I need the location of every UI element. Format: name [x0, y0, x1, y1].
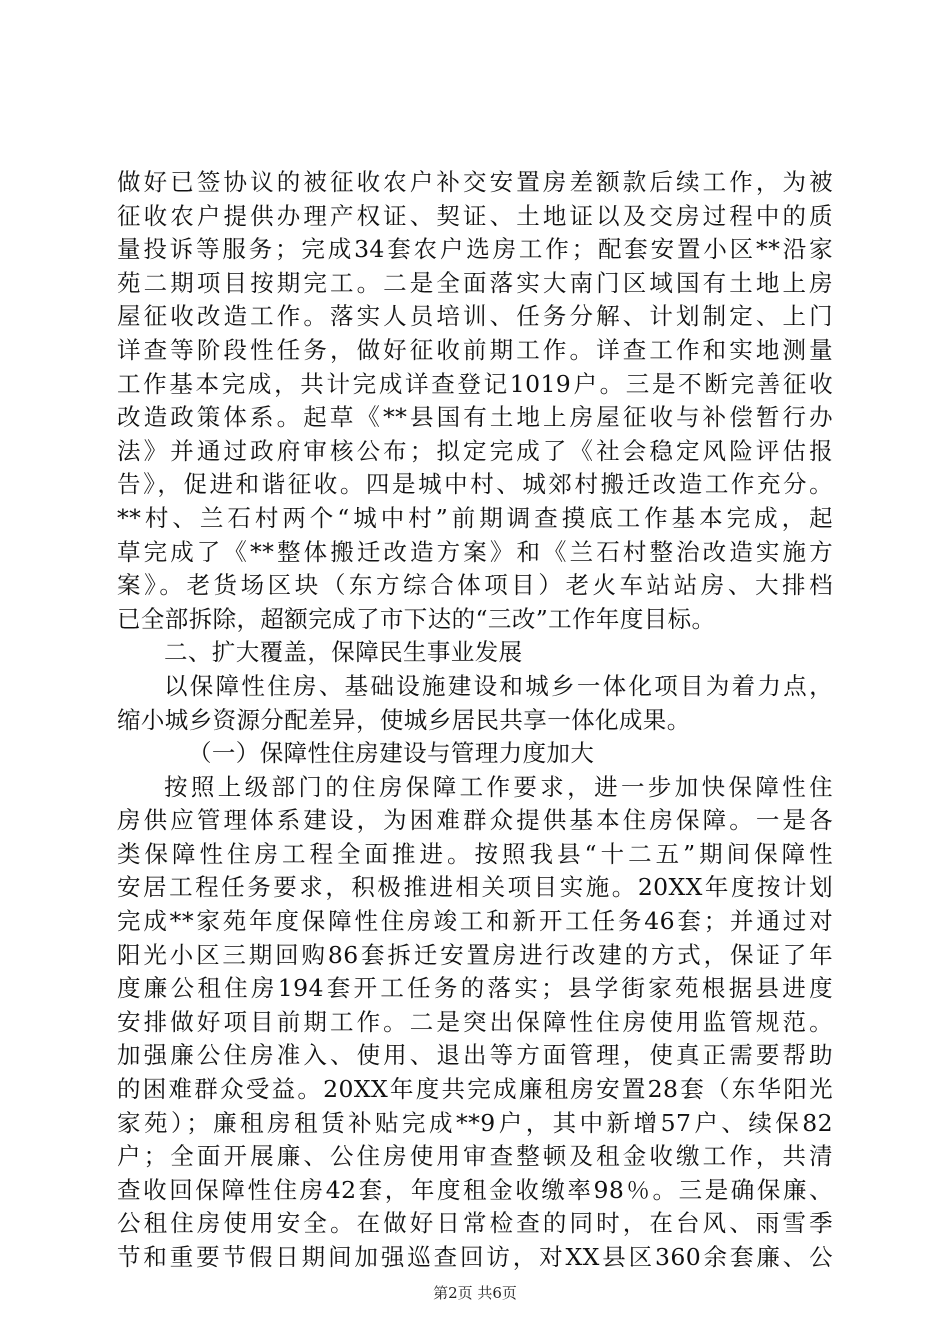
- text-line: 苑二期项目按期完工。二是全面落实大南门区域国有土地上房: [117, 268, 833, 297]
- text-line: 屋征收改造工作。落实人员培训、任务分解、计划制定、上门: [117, 302, 833, 331]
- text-line: 的困难群众受益。20XX年度共完成廉租房安置28套（东华阳光: [117, 1075, 833, 1104]
- text-line: 量投诉等服务；完成34套农户选房工作；配套安置小区**沿家: [117, 235, 833, 264]
- text-line: 改造政策体系。起草《**县国有土地上房屋征收与补偿暂行办: [117, 403, 833, 432]
- text-line: 安排做好项目前期工作。二是突出保障性住房使用监管规范。: [117, 1007, 833, 1036]
- text-line: **村、兰石村两个“城中村”前期调查摸底工作基本完成，起: [117, 503, 833, 532]
- text-line: （一）保障性住房建设与管理力度加大: [188, 739, 595, 768]
- page-footer: 第2页 共6页: [433, 1284, 517, 1302]
- text-line: 公租住房使用安全。在做好日常检查的同时，在台风、雨雪季: [117, 1209, 833, 1238]
- text-line: 查收回保障性住房42套，年度租金收缴率98％。三是确保廉、: [117, 1175, 833, 1204]
- text-line: 阳光小区三期回购86套拆迁安置房进行改建的方式，保证了年: [117, 940, 833, 969]
- text-line: 类保障性住房工程全面推进。按照我县“十二五”期间保障性: [117, 839, 833, 868]
- text-line: 做好已签协议的被征收农户补交安置房差额款后续工作，为被: [117, 168, 833, 196]
- text-line: 按照上级部门的住房保障工作要求，进一步加快保障性住: [164, 772, 833, 801]
- text-line: 节和重要节假日期间加强巡查回访，对XX县区360余套廉、公: [117, 1243, 833, 1271]
- text-line: 家苑）；廉租房租赁补贴完成**9户，其中新增57户、续保82: [117, 1108, 833, 1137]
- text-line: 详查等阶段性任务，做好征收前期工作。详查工作和实地测量: [117, 335, 833, 364]
- text-line: 告》，促进和谐征收。四是城中村、城郊村搬迁改造工作充分。: [117, 470, 833, 499]
- text-line: 征收农户提供办理产权证、契证、土地证以及交房过程中的质: [117, 201, 833, 230]
- text-line: 安居工程任务要求，积极推进相关项目实施。20XX年度按计划: [117, 873, 833, 902]
- text-line: 草完成了《**整体搬迁改造方案》和《兰石村整治改造实施方: [117, 537, 833, 566]
- text-line: 以保障性住房、基础设施建设和城乡一体化项目为着力点，: [164, 671, 833, 700]
- text-line: 完成**家苑年度保障性住房竣工和新开工任务46套；并通过对: [117, 907, 833, 936]
- text-line: 户；全面开展廉、公住房使用审查整顿及租金收缴工作，共清: [117, 1142, 833, 1171]
- text-line: 法》并通过政府审核公布；拟定完成了《社会稳定风险评估报: [117, 436, 833, 465]
- text-line: 缩小城乡资源分配差异，使城乡居民共享一体化成果。: [117, 705, 691, 734]
- text-line: 已全部拆除，超额完成了市下达的“三改”工作年度目标。: [117, 604, 716, 633]
- text-line: 加强廉公住房准入、使用、退出等方面管理，使真正需要帮助: [117, 1041, 833, 1070]
- text-line: 二、扩大覆盖，保障民生事业发展: [164, 638, 523, 667]
- text-line: 工作基本完成，共计完成详查登记1019户。三是不断完善征收: [117, 369, 833, 398]
- text-line: 度廉公租住房194套开工任务的落实；县学街家苑根据县进度: [117, 974, 833, 1003]
- text-line: 房供应管理体系建设，为困难群众提供基本住房保障。一是各: [117, 806, 833, 835]
- text-line: 案》。老货场区块（东方综合体项目）老火车站站房、大排档: [117, 571, 833, 600]
- body-text: [117, 166, 833, 1275]
